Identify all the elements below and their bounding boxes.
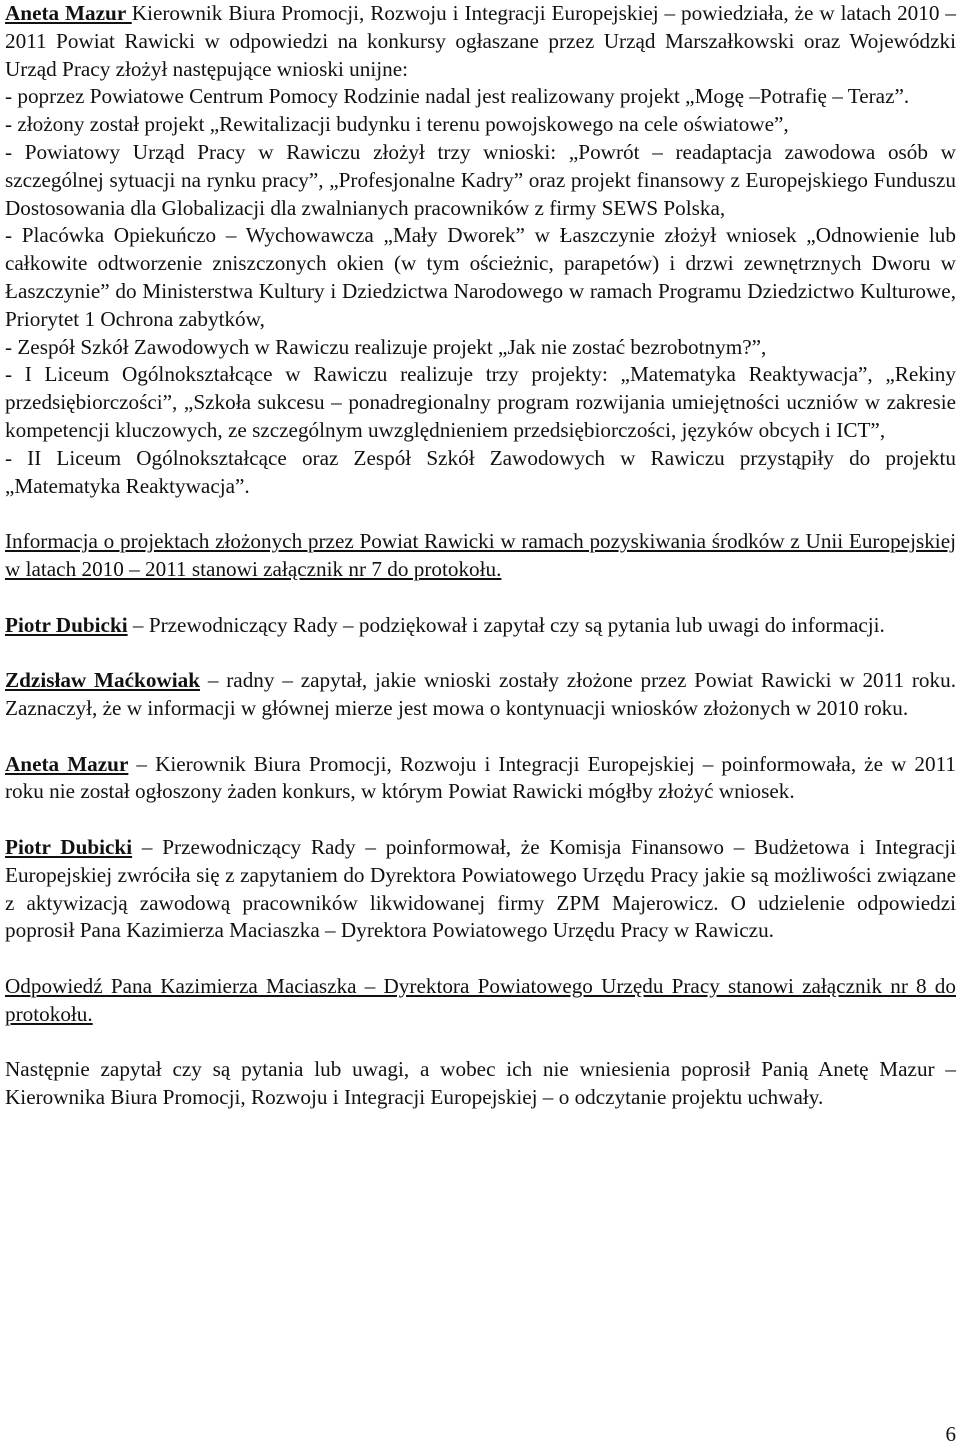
list-item-maly-dworek: - Placówka Opiekuńczo – Wychowawcza „Mały Dworek” w Łaszczynie złożył wniosek „Odnowienie lub całkowite odtworzenie zniszczonych okien (w tym ościeżnic, parapetów) i drzwi zewnętrznych Dworu w Łaszczynie” do Ministerstwa Kultury i Dziedzictwa Narodowego w ramach Programu Dziedzictwo Kulturowe, Priorytet 1 Ochrona zabytków,	[5, 223, 956, 331]
paragraph-text: – Kierownik Biura Promocji, Rozwoju i Integracji Europejskiej – poinformowała, że w 2011 roku nie został ogłoszony żaden konkurs, w którym Powiat Rawicki mógłby złożyć wniosek.	[5, 751, 956, 804]
paragraph-text: Kierownik Biura Promocji, Rozwoju i Integracji Europejskiej – powiedziała, że w latach 2010 – 2011 Powiat Rawicki w odpowiedzi na konkursy ogłaszane przez Urząd Marszałkowski oraz Wojewódzki Urząd Pracy złożył następujące wnioski unijne:	[5, 1, 956, 81]
paragraph-gap	[5, 945, 956, 973]
attachment-note-7: Informacja o projektach złożonych przez Powiat Rawicki w ramach pozyskiwania środków z Unii Europejskiej w latach 2010 – 2011 stanowi załącznik nr 7 do protokołu.	[5, 529, 956, 581]
list-item-ii-lo: - II Liceum Ogólnokształcące oraz Zespół Szkół Zawodowych w Rawiczu przystąpiły do projektu „Matematyka Reaktywacja”.	[5, 445, 956, 498]
paragraph-gap	[5, 584, 956, 612]
list-item-pcpr: - poprzez Powiatowe Centrum Pomocy Rodzinie nadal jest realizowany projekt „Mogę –Potrafię – Teraz”.	[5, 84, 910, 109]
speaker-name: Aneta Mazur	[5, 1, 132, 25]
document-page	[5, 0, 956, 1112]
paragraph-mackowiak-question	[5, 667, 956, 723]
paragraph-gap	[5, 639, 956, 667]
paragraph-mazur-answer	[5, 751, 956, 807]
list-item-rewitalizacja: - złożony został projekt „Rewitalizacji budynku i terenu powojskowego na cele oświatowe”,	[5, 112, 789, 137]
list-item-i-lo: - I Liceum Ogólnokształcące w Rawiczu realizuje trzy projekty: „Matematyka Reaktywacja”, „Rekiny przedsiębiorczości”, „Szkoła sukcesu – ponadregionalny program rozwijania umiejętności uczniów w zakresie kompetencji kluczowych, ze szczególnym uwzględnieniem przedsiębiorczości, języków obcych i ICT”,	[5, 362, 956, 442]
list-item-pup: - Powiatowy Urząd Pracy w Rawiczu złożył trzy wnioski: „Powrót – readaptacja zawodowa osób w szczególnej sytuacji na rynku pracy”, „Profesjonalne Kadry” oraz projekt finansowy z Europejskiego Funduszu Dostosowania dla Globalizacji dla zwalnianych pracowników z firmy SEWS Polska,	[5, 139, 956, 220]
paragraph-gap	[5, 723, 956, 751]
paragraph-gap	[5, 500, 956, 528]
paragraph-dubicki-thanks	[5, 612, 956, 640]
paragraph-closing: Następnie zapytał czy są pytania lub uwagi, a wobec ich nie wniesienia poprosił Panią Anetę Mazur – Kierownika Biura Promocji, Rozwoju i Integracji Europejskiej – o odczytanie projektu uchwały.	[5, 1057, 956, 1110]
paragraph-text: – Przewodniczący Rady – podziękował i zapytał czy są pytania lub uwagi do informacji.	[127, 612, 885, 637]
paragraph-text: – radny – zapytał, jakie wnioski zostały złożone przez Powiat Rawicki w 2011 roku. Zaznaczył, że w informacji w głównej mierze jest mowa o kontynuacji wniosków złożonych w 2010 roku.	[5, 668, 956, 720]
speaker-name: Piotr Dubicki	[5, 612, 128, 637]
paragraph-gap	[5, 1028, 956, 1056]
list-item-zsz: - Zespół Szkół Zawodowych w Rawiczu realizuje projekt „Jak nie zostać bezrobotnym?”,	[5, 334, 767, 359]
paragraph-mazur-intro	[5, 0, 956, 83]
attachment-note-8: Odpowiedź Pana Kazimierza Maciaszka – Dyrektora Powiatowego Urzędu Pracy stanowi załącznik nr 8 do protokołu.	[5, 973, 956, 1026]
speaker-name: Zdzisław Maćkowiak	[5, 668, 200, 693]
speaker-name: Aneta Mazur	[5, 751, 129, 776]
paragraph-gap	[5, 806, 956, 834]
paragraph-dubicki-commission	[5, 834, 956, 945]
page-number: 6	[945, 1422, 956, 1446]
paragraph-text: – Przewodniczący Rady – poinformował, że Komisja Finansowo – Budżetowa i Integracji Europejskiej zwróciła się z zapytaniem do Dyrektora Powiatowego Urzędu Pracy jakie są możliwości związane z aktywizacją zawodową pracowników likwidowanej firmy ZPM Majerowicz. O udzielenie odpowiedzi poprosił Pana Kazimierza Maciaszka – Dyrektora Powiatowego Urzędu Pracy w Rawiczu.	[5, 834, 957, 943]
speaker-name: Piotr Dubicki	[5, 834, 133, 859]
